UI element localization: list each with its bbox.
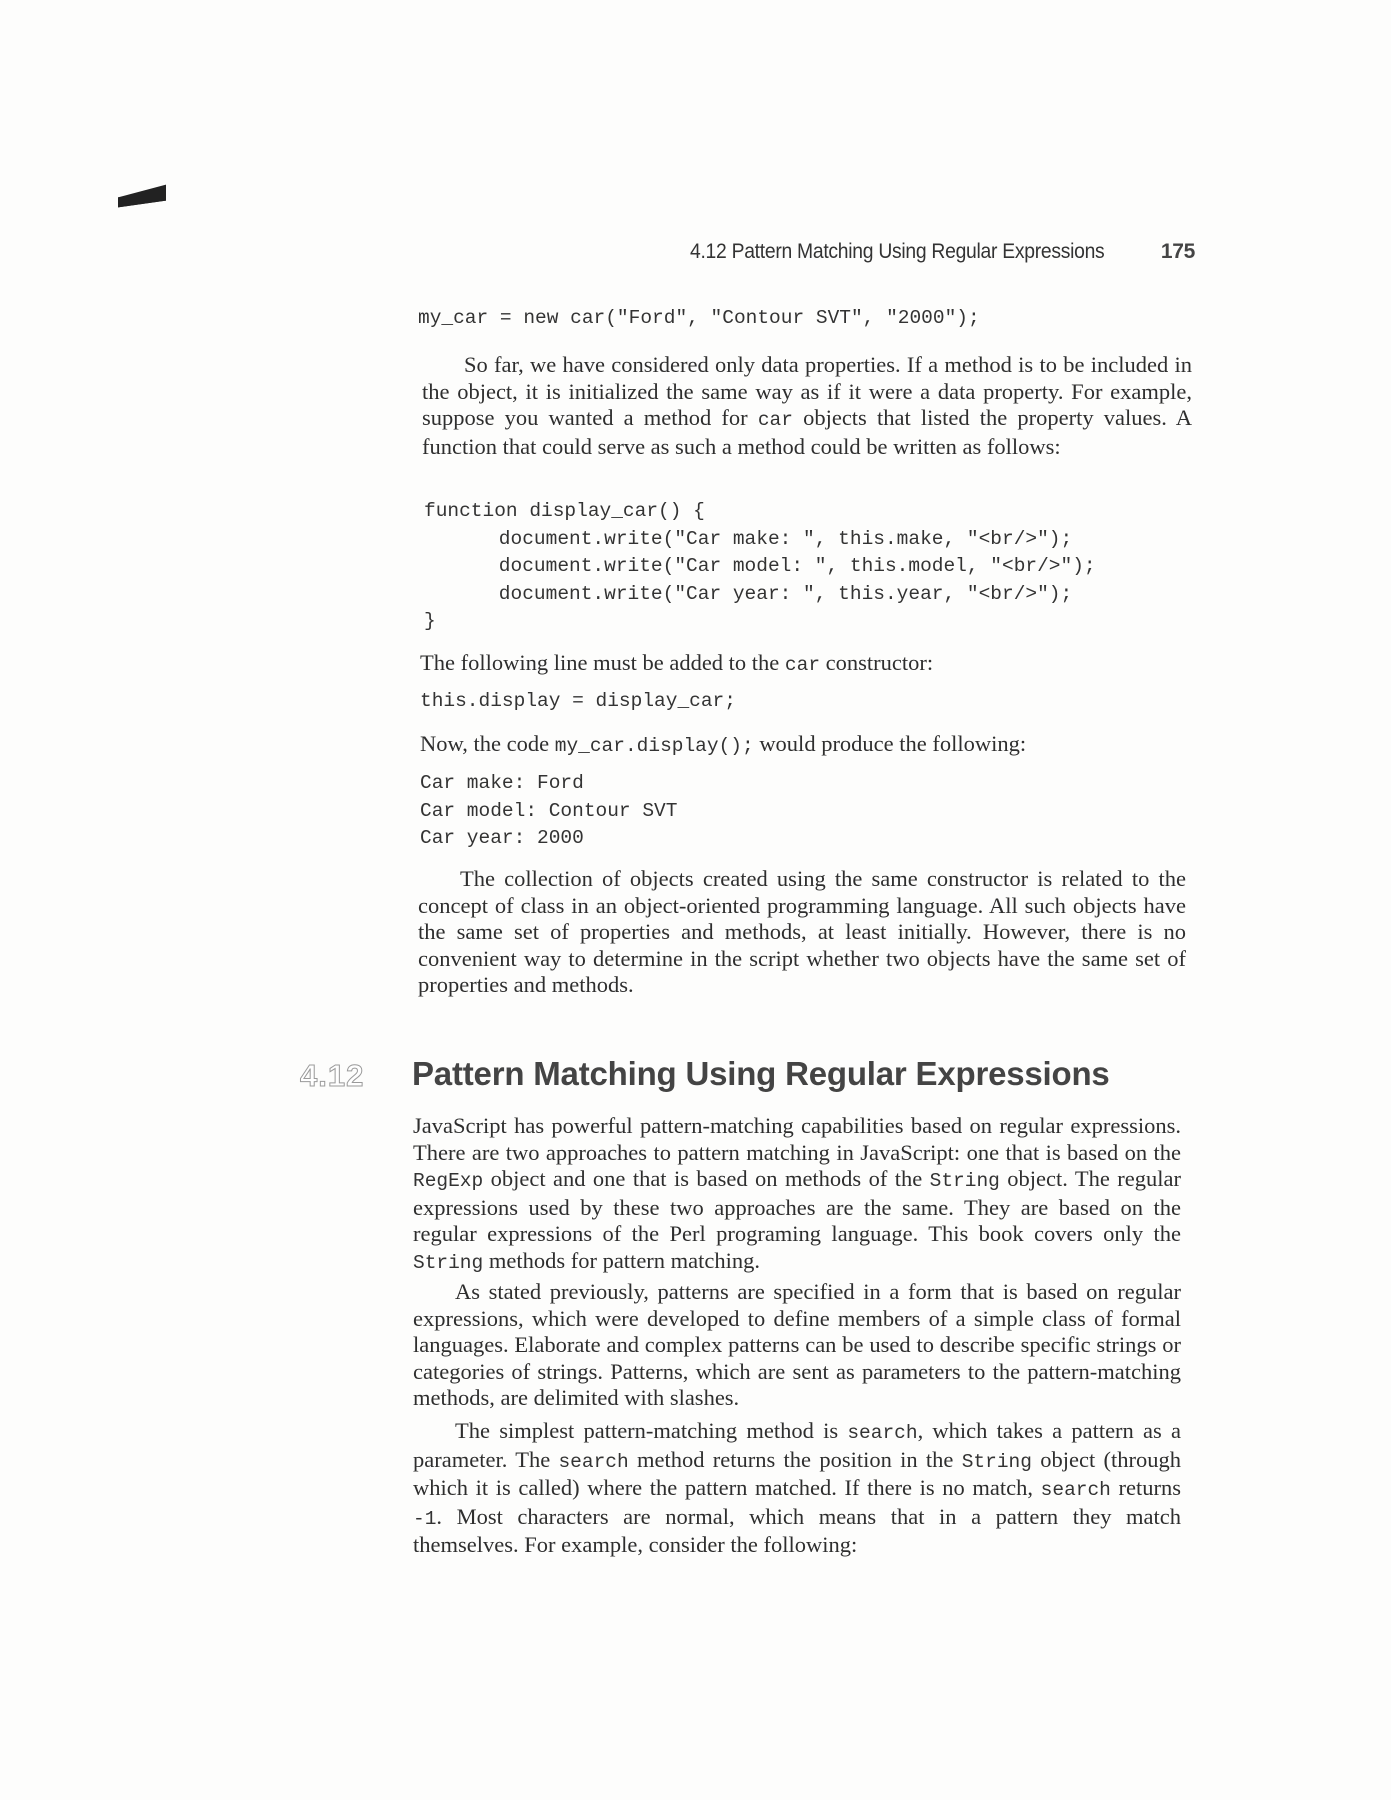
code-line: document.write("Car make: ", this.make, "<br/>");: [452, 527, 1073, 550]
code-line: Car model: Contour SVT: [420, 799, 678, 822]
running-head: [690, 240, 1195, 264]
page-corner-mark: [118, 185, 166, 208]
code-new-car: [418, 305, 1198, 333]
inline-code: car: [757, 409, 793, 432]
paragraph-now: Now, the code my_car.display(); would produce the following:: [420, 731, 1027, 757]
inline-code: car: [784, 654, 821, 676]
code-line: this.display = display_car;: [420, 690, 736, 712]
paragraph-collection: The collection of objects created using the same constructor is related to the concept of class in an object-oriented programming language. All such objects have the same set of properties and methods, at least initially. However, there is no convenient way to determine in the script whether two objects have the same set of properties and methods.: [418, 866, 1186, 998]
code-output: [420, 770, 1200, 853]
inline-code: search: [558, 1450, 629, 1473]
paragraph-stated: As stated previously, patterns are specified in a form that is based on regular expressions, which were developed to define members of a simple class of formal languages. Elaborate and complex patterns can be used to describe specific strings or categories of strings. Patterns, which are sent as parameters to the pattern-matching methods, are delimited with slashes.: [413, 1279, 1181, 1411]
inline-code: String: [929, 1170, 1000, 1193]
code-line: function display_car() {: [424, 500, 705, 522]
inline-code: search: [1040, 1479, 1111, 1502]
code-line: Car make: Ford: [420, 772, 584, 794]
code-line: my_car = new car("Ford", "Contour SVT", "2000");: [418, 307, 980, 329]
code-line: Car year: 2000: [420, 827, 584, 849]
inline-code: String: [961, 1450, 1032, 1473]
section-title: Pattern Matching Using Regular Expressions: [412, 1055, 1110, 1092]
inline-code: String: [413, 1251, 484, 1274]
paragraph-javascript: JavaScript has powerful pattern-matching capabilities based on regular expressions. There are two approaches to pattern matching in JavaScript: one that is based on the RegExp object and one that is based on methods of the String object. The regular expressions used by these two approaches are the same. They are based on the regular expressions of the Perl programing language. This book covers only the String methods for pattern matching.: [413, 1113, 1181, 1274]
paragraph-simplest: The simplest pattern-matching method is search, which takes a pattern as a parameter. The search method returns the position in the String object (through which it is called) where the pattern matched. If there is no match, search returns -1. Most characters are normal, which means that in a pattern they match themselves. For example, consider the following:: [413, 1418, 1181, 1558]
inline-code: -1: [413, 1507, 437, 1530]
paragraph-methods: So far, we have considered only data properties. If a method is to be included in the object, it is initialized the same way as if it were a data property. For example, suppose you wanted a method for car objects that listed the property values. A function that could serve as such a method could be written as follows:: [422, 352, 1193, 459]
section-number: 4.12: [300, 1058, 365, 1093]
code-this-display: [420, 688, 1200, 716]
inline-code: search: [847, 1422, 918, 1444]
inline-code: my_car.display();: [554, 735, 754, 757]
code-line: }: [424, 610, 436, 632]
page-number: 175: [1160, 240, 1195, 263]
paragraph-constructor: The following line must be added to the car constructor:: [420, 650, 934, 676]
code-display-car: [424, 498, 1204, 636]
inline-code: RegExp: [413, 1170, 484, 1193]
running-head-title: 4.12 Pattern Matching Using Regular Expressions: [690, 240, 1105, 263]
code-line: document.write("Car year: ", this.year, "<br/>");: [452, 582, 1073, 605]
code-line: document.write("Car model: ", this.model, "<br/>");: [452, 555, 1096, 577]
